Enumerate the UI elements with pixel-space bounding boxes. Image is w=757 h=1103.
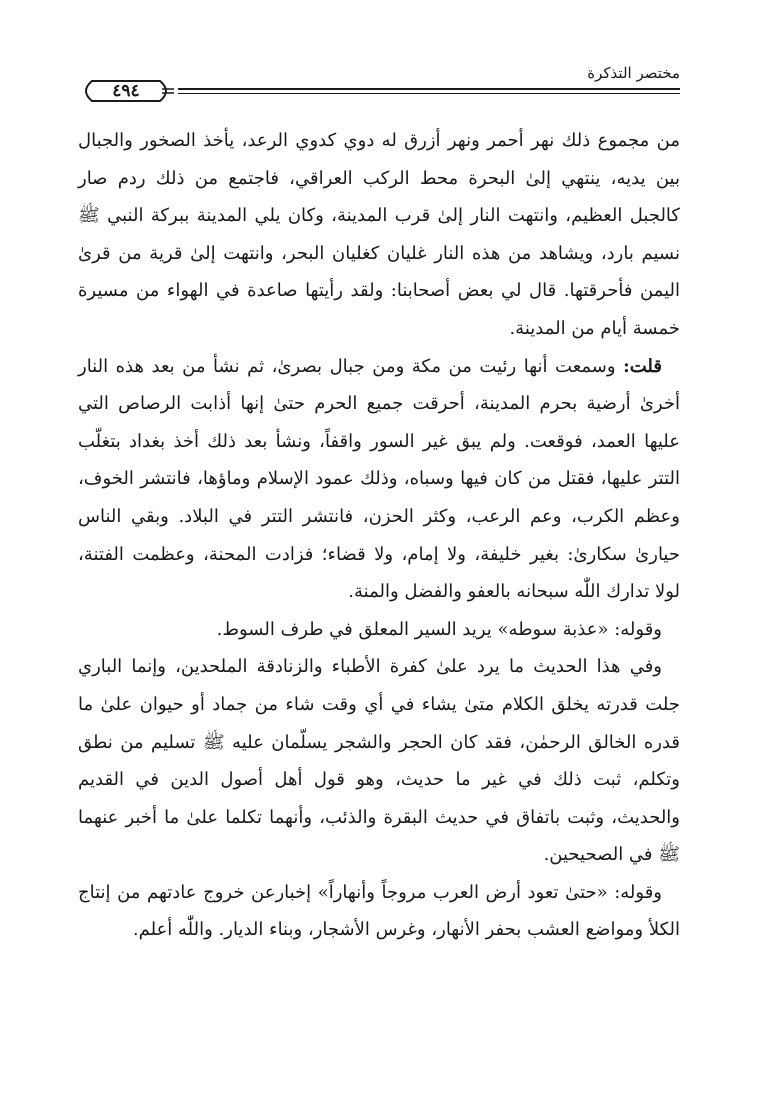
header-rule-thick	[178, 88, 680, 90]
paragraph	[78, 648, 680, 874]
paragraph	[78, 611, 680, 649]
header-rule-thin	[178, 93, 680, 94]
paragraph-text: وقوله: «عذبة سوطه» يريد السير المعلق في طرف السوط.	[216, 618, 662, 640]
running-title: مختصر التذكرة	[587, 64, 680, 82]
paragraph	[78, 122, 680, 348]
paragraph-text: من مجموع ذلك نهر أحمر ونهر أزرق له دوي كدوي الرعد، يأخذ الصخور والجبال بين يديه، ينتهي إلىٰ البحرة محط الركب العراقي، فاجتمع من ذلك ردم صار كالجبل العظيم، وانتهت النار إلىٰ قرب المدينة، وكان يلي المدينة ببركة النبي ﷺ نسيم بارد، ويشاهد من هذه النار غليان كغليان البحر، وانتهت إلىٰ قرية من قرىٰ اليمن فأحرقتها. قال لي بعض أصحابنا: ولقد رأيتها صاعدة في الهواء من مسيرة خمسة أيام من المدينة.	[78, 130, 680, 339]
paragraph-lead: قلت:	[623, 355, 662, 377]
paragraph	[78, 874, 680, 949]
paragraph-text: وقوله: «حتىٰ تعود أرض العرب مروجاً وأنهاراً» إخبارعن خروج عادتهم من إنتاج الكلأ ومواضع العشب بحفر الأنهار، وغرس الأشجار، وبناء الديار. واللّٰه أعلم.	[78, 881, 680, 941]
paragraph	[78, 348, 680, 611]
paragraph-text: وسمعت أنها رئيت من مكة ومن جبال بصرىٰ، ثم نشأ من بعد هذه النار أخرىٰ أرضية بحرم المدينة، أحرقت جميع الحرم حتىٰ إنها أذابت الرصاص التي عليها العمد، فوقعت. ولم يبق غير السور واقفاً، ونشأ بعد ذلك أخذ بغداد بتغلّب التتر عليها، فقتل من كان فيها وسباه، وذلك عمود الإسلام وماؤها، فانتشر الخوف، وعظم الكرب، وعم الرعب، وكثر الحزن، فانتشر التتر في البلاد. وبقي الناس حيارىٰ سكارىٰ: بغير خليفة، ولا إمام، ولا قضاء؛ فزادت المحنة، وعظمت الفتنة، لولا تدارك اللّٰه سبحانه بالعفو والفضل والمنة.	[78, 355, 680, 603]
page-number: ٤٩٤	[112, 81, 140, 101]
paragraph-text: وفي هذا الحديث ما يرد علىٰ كفرة الأطباء والزنادقة الملحدين، وإنما الباري جلت قدرته يخلق الكلام متىٰ يشاء في أي وقت شاء من جماد أو حيوان علىٰ ما قدره الخالق الرحمٰن، فقد كان الحجر والشجر يسلّمان عليه ﷺ تسليم من نطق وتكلم، ثبت ذلك في غير ما حديث، وهو قول أهل أصول الدين في القديم والحديث، وثبت باتفاق في حديث البقرة والذئب، وأنهما تكلما علىٰ ما أخبر عنهما ﷺ في الصحيحين.	[78, 656, 680, 866]
main-text	[78, 122, 680, 949]
page-header	[78, 64, 680, 106]
page-number-badge	[78, 78, 174, 104]
